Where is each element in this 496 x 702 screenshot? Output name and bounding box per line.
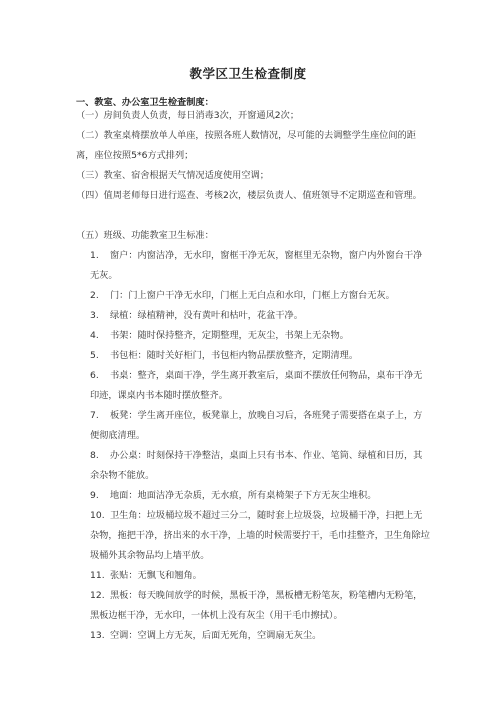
section-heading: 一、教室、办公室卫生检查制度：: [76, 97, 214, 108]
list-item: 1. 窗户：内窗洁净，无水印，窗框干净无灰，窗框里无杂物，窗户内外窗台干净无灰。: [90, 250, 423, 281]
list-item: 11. 张贴：无飘飞和翘角。: [90, 570, 202, 581]
document-title: 教学区卫生检查制度: [189, 66, 307, 81]
list-item: 10. 卫生角：垃圾桶垃圾不超过三分二，随时套上垃圾袋，垃圾桶干净，扫把上无杂物，拖把干净，挤出来的水干净，上墙的时候需要拧干，毛巾挂整齐，卫生角除垃圾桶外其余物品均上墙平放。: [90, 510, 430, 561]
list-item: 2. 门：门上窗户干净无水印，门框上无白点和水印，门框上方窗台无灰。: [90, 290, 395, 301]
list-item: 7. 板凳：学生离开座位，板凳靠上，放晚自习后，各班凳子需要搭在桌子上，方便彻底清理。: [90, 410, 423, 441]
list-item: 8. 办公桌：时刻保持干净整洁，桌面上只有书本、作业、笔筒、绿植和日历，其余杂物不能放。: [90, 450, 423, 481]
paragraph-1: （一）房间负责人负责，每日消毒3次，开窗通风2次；: [76, 110, 300, 121]
list-item: 13. 空调：空调上方无灰，后面无死角，空调扇无灰尘。: [90, 630, 322, 641]
list-item: 4. 书架：随时保持整齐，定期整理，无灰尘，书架上无杂物。: [90, 330, 349, 341]
list-item: 5. 书包柜：随时关好柜门，书包柜内物品摆放整齐，定期清理。: [90, 350, 359, 361]
paragraph-4: （四）值周老师每日进行巡查、考核2次，楼层负责人、值班领导不定期巡查和管理。: [76, 190, 422, 201]
paragraph-5: （五）班级、功能教室卫生标准：: [76, 230, 214, 241]
paragraph-3: （三）教室、宿舍根据天气情况适度使用空调；: [76, 170, 269, 181]
list-item: 12. 黑板：每天晚间放学的时候，黑板干净，黑板槽无粉笔灰，粉笔槽内无粉笔，黑板边框干净，无水印，一体机上没有灰尘（用干毛巾擦拭）。: [90, 590, 423, 621]
list-item: 9. 地面：地面洁净无杂质，无水痕，所有桌椅架子下方无灰尘堆积。: [90, 490, 377, 501]
list-item: 3. 绿植：绿植精神，没有黄叶和枯叶，花盆干净。: [90, 310, 303, 321]
list-item: 6. 书桌：整齐，桌面干净，学生离开教室后，桌面不摆放任何物品，桌布干净无印迹，课桌内书本随时摆放整齐。: [90, 370, 423, 401]
paragraph-2: （二）教室桌椅摆放单人单座，按照各班人数情况，尽可能的去调整学生座位间的距离，座位按照5*6方式排列；: [76, 130, 416, 161]
